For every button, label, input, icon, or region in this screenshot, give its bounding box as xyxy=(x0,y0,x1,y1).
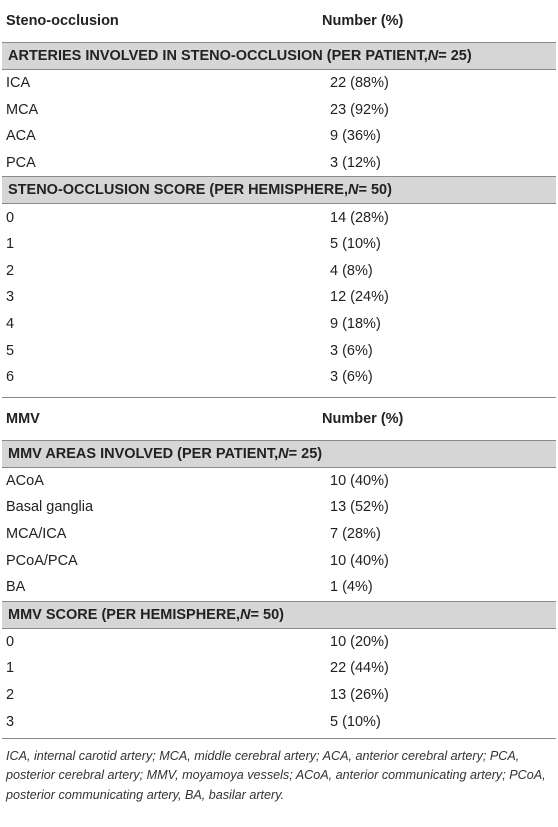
table-row xyxy=(0,468,558,495)
table-row xyxy=(0,574,558,601)
section-title-n: N xyxy=(427,48,439,64)
row-value: 10 (40%) xyxy=(330,552,389,569)
row-value: 3 (6%) xyxy=(330,369,373,386)
row-value: 5 (10%) xyxy=(330,713,381,730)
row-label: 0 xyxy=(6,209,15,226)
table-row xyxy=(0,204,558,231)
row-label: ACA xyxy=(6,128,36,145)
section-title xyxy=(2,176,556,204)
section-title xyxy=(2,601,556,629)
row-label: PCA xyxy=(6,155,36,172)
section-title-count: = 25) xyxy=(438,48,472,64)
row-value: 14 (28%) xyxy=(330,209,389,226)
header-col2: Number (%) xyxy=(322,13,404,29)
table-row xyxy=(0,364,558,391)
table-row xyxy=(0,629,558,656)
section-title-count: = 50) xyxy=(358,182,392,199)
header-col1: MMV xyxy=(6,410,40,427)
table-row xyxy=(0,521,558,548)
row-value: 1 (4%) xyxy=(330,579,373,596)
row-value: 22 (44%) xyxy=(330,660,389,677)
section-title-count: = 50) xyxy=(250,606,284,623)
row-label: 3 xyxy=(6,289,15,306)
section-title-n: N xyxy=(278,445,289,462)
table-row xyxy=(0,311,558,338)
row-label: BA xyxy=(6,579,26,596)
row-label: MCA xyxy=(6,101,39,118)
row-value: 13 (26%) xyxy=(330,686,389,703)
row-label: ACoA xyxy=(6,472,44,489)
table-row xyxy=(0,150,558,177)
row-value: 9 (36%) xyxy=(330,128,381,145)
section-rows xyxy=(0,70,558,176)
row-value: 10 (40%) xyxy=(330,472,389,489)
table-row xyxy=(0,123,558,150)
table-row xyxy=(0,231,558,258)
section-title-text: MMV AREAS INVOLVED (PER PATIENT, xyxy=(8,445,279,462)
row-label: 0 xyxy=(6,633,15,650)
table1-header xyxy=(0,0,558,42)
row-value: 13 (52%) xyxy=(330,499,389,516)
header-col2: Number (%) xyxy=(322,410,404,427)
table-row xyxy=(0,547,558,574)
table-row xyxy=(0,682,558,709)
row-label: 4 xyxy=(6,316,15,333)
section-title-text: MMV SCORE (PER HEMISPHERE, xyxy=(8,606,241,623)
row-label: Basal ganglia xyxy=(6,499,94,516)
row-label: 2 xyxy=(6,686,15,703)
row-value: 7 (28%) xyxy=(330,526,381,543)
row-value: 4 (8%) xyxy=(330,262,373,279)
row-label: PCoA/PCA xyxy=(6,552,78,569)
section-title-n: N xyxy=(240,606,251,623)
section-rows xyxy=(0,629,558,735)
table2-header xyxy=(0,398,558,440)
table-row xyxy=(0,337,558,364)
row-value: 9 (18%) xyxy=(330,316,381,333)
header-col1: Steno-occlusion xyxy=(6,13,119,29)
row-label: 6 xyxy=(6,369,15,386)
table-row xyxy=(0,70,558,97)
row-value: 3 (12%) xyxy=(330,155,381,172)
row-label: 5 xyxy=(6,342,15,359)
row-label: 1 xyxy=(6,660,15,677)
row-value: 23 (92%) xyxy=(330,101,389,118)
row-value: 12 (24%) xyxy=(330,289,389,306)
table-footnote: ICA, internal carotid artery; MCA, middle cerebral artery; ACA, anterior cerebral artery; PCA, posterior cerebral artery; MMV, moyamoya vessels; ACoA, anterior communicating artery; PCoA, posterior communicating artery, BA, basilar artery. xyxy=(6,748,546,802)
section-rows xyxy=(0,468,558,601)
section-title-text: ARTERIES INVOLVED IN STENO-OCCLUSION (PER PATIENT, xyxy=(8,48,428,64)
section-title-n: N xyxy=(347,182,359,199)
row-label: ICA xyxy=(6,75,31,92)
row-label: 1 xyxy=(6,236,15,253)
table-row xyxy=(0,655,558,682)
section-rows xyxy=(0,204,558,390)
table-row xyxy=(0,494,558,521)
table-row xyxy=(0,97,558,124)
section-title xyxy=(2,440,556,468)
row-value: 22 (88%) xyxy=(330,75,389,92)
row-value: 10 (20%) xyxy=(330,633,389,650)
section-title xyxy=(2,42,556,70)
section-title-text: STENO-OCCLUSION SCORE (PER HEMISPHERE, xyxy=(8,182,348,199)
row-value: 5 (10%) xyxy=(330,236,381,253)
row-label: 2 xyxy=(6,262,15,279)
section-title-count: = 25) xyxy=(288,445,323,462)
row-label: MCA/ICA xyxy=(6,526,67,543)
table-row xyxy=(0,708,558,735)
table-row xyxy=(0,284,558,311)
row-value: 3 (6%) xyxy=(330,342,373,359)
table-row xyxy=(0,258,558,285)
row-label: 3 xyxy=(6,713,15,730)
